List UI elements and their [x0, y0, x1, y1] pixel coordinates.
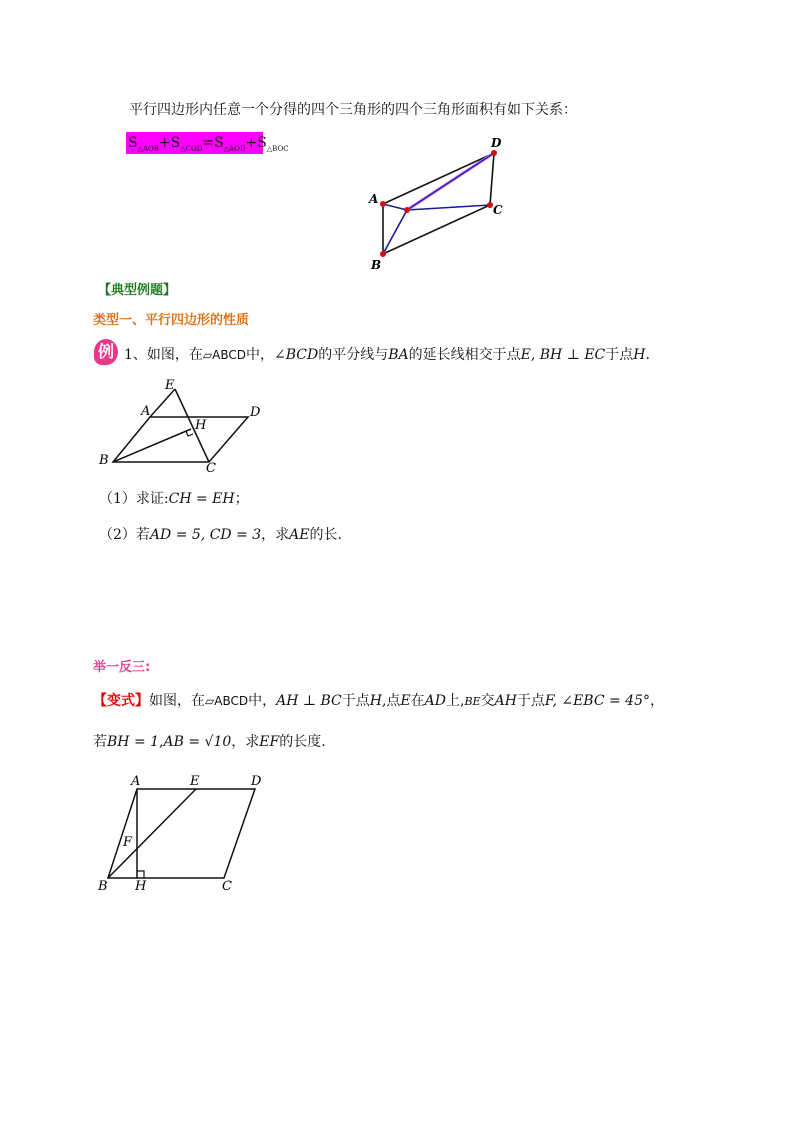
v-math: EF — [259, 734, 280, 750]
label-b: B — [98, 879, 108, 894]
type1-heading: 类型一、平行四边形的性质 — [93, 313, 250, 328]
part-text: ； — [234, 491, 249, 507]
typical-examples-heading: 【典型例题】 — [98, 283, 177, 298]
v-text: 的长度. — [279, 734, 326, 750]
label-d: D — [250, 405, 261, 420]
v-text: 在 — [410, 693, 425, 709]
label-h: H — [195, 418, 207, 433]
q-text: 的延长线相交于点 — [408, 347, 521, 363]
formula-eq: =S — [202, 135, 224, 151]
part-text: （2）若 — [99, 527, 150, 543]
label-b: B — [371, 258, 382, 272]
formula-s: S — [128, 135, 138, 151]
part-math: CH = EH — [168, 491, 235, 507]
q-math: H — [633, 347, 646, 363]
part-text: 的长. — [309, 527, 342, 543]
figure-example1 — [95, 378, 270, 478]
q-text: 1、如图，在 — [124, 347, 203, 363]
q-math: ∠BCD — [274, 347, 319, 363]
label-c: C — [493, 203, 503, 217]
example1-part1 — [99, 490, 249, 508]
label-a: A — [131, 774, 141, 789]
part-text: ，求 — [261, 527, 290, 543]
v-math: F, ∠EBC = 45° — [544, 693, 650, 709]
v-text: , — [159, 734, 164, 750]
v-text: 于点 — [341, 693, 370, 709]
practice-heading: 举一反三: — [93, 660, 151, 675]
segment-be — [108, 789, 196, 878]
figure-variant — [95, 772, 270, 897]
example1-part2 — [99, 526, 342, 544]
label-d: D — [491, 136, 502, 150]
label-c: C — [206, 461, 216, 476]
label-e: E — [190, 774, 200, 789]
q-math: E, BH ⊥ EC — [520, 347, 606, 363]
v-text: 上, — [446, 693, 465, 709]
right-angle-mark — [137, 871, 144, 878]
q-text: 于点 — [605, 347, 634, 363]
v-math: AH — [494, 693, 517, 709]
point-d — [491, 150, 497, 156]
label-b: B — [99, 453, 109, 468]
parallelogram-abcd — [113, 417, 248, 462]
parallelogram-symbol: ▱ — [202, 348, 213, 362]
v-math: BE — [464, 695, 481, 708]
v-text: 于点 — [516, 693, 545, 709]
label-f: F — [123, 835, 133, 850]
formula-sub: △BOC — [266, 144, 289, 153]
variant-question-line1 — [93, 692, 664, 711]
v-math: AH ⊥ BC — [276, 693, 342, 709]
v-text: 若 — [93, 734, 107, 750]
formula-plus: +S — [245, 135, 267, 151]
v-text: 如图，在 — [149, 693, 205, 709]
q-pgram: ABCD — [212, 348, 247, 362]
parallelogram-abcd — [108, 789, 255, 878]
part-math: AE — [289, 527, 310, 543]
q-text: 中， — [246, 347, 275, 363]
point-o — [404, 207, 410, 213]
segment-od — [407, 153, 494, 210]
part-math: AD = 5, CD = 3 — [149, 527, 262, 543]
segment-ob — [383, 210, 407, 254]
formula-sub: △AOB — [137, 144, 159, 153]
point-b — [380, 251, 386, 257]
q-text: 的平分线与 — [318, 347, 389, 363]
label-a: A — [141, 404, 151, 419]
label-a: A — [369, 192, 379, 206]
v-pgram: ABCD — [214, 694, 249, 708]
area-formula — [126, 132, 289, 154]
v-text: ， — [650, 693, 664, 709]
figure-parallelogram-interior-point — [360, 135, 510, 275]
label-d: D — [251, 774, 262, 789]
v-text: ,点 — [381, 693, 401, 709]
segment-oc — [407, 205, 490, 210]
v-text: 交 — [480, 693, 495, 709]
example1-question — [124, 346, 650, 364]
label-c: C — [222, 879, 232, 894]
v-math: E — [400, 693, 411, 709]
segment-bh — [113, 429, 191, 462]
segment-oa — [383, 204, 407, 210]
intro-text: 平行四边形内任意一个分得的四个三角形的四个三角形面积有如下关系： — [129, 102, 577, 118]
q-math: BA — [388, 347, 409, 363]
part-text: （1）求证: — [99, 491, 169, 507]
example-badge: 例 — [94, 339, 118, 365]
formula-sub: △COD — [180, 144, 203, 153]
formula-plus: +S — [158, 135, 181, 151]
point-a — [380, 201, 386, 207]
formula-sub: △AOD — [223, 144, 246, 153]
v-math: AD — [424, 693, 446, 709]
v-math: AB = √10 — [163, 734, 232, 750]
label-e: E — [165, 378, 175, 393]
variant-label: 【变式】 — [93, 693, 149, 709]
segment-ea — [150, 389, 175, 417]
q-text: . — [645, 347, 650, 363]
label-h: H — [135, 879, 147, 894]
v-text: ，求 — [231, 734, 260, 750]
variant-question-line2 — [93, 733, 326, 751]
v-math: BH = 1 — [107, 734, 160, 750]
right-angle-mark — [186, 431, 193, 436]
v-math: H — [369, 693, 382, 709]
v-text: 中， — [248, 693, 277, 709]
parallelogram-outline — [383, 153, 494, 254]
parallelogram-symbol: ▱ — [205, 694, 215, 708]
